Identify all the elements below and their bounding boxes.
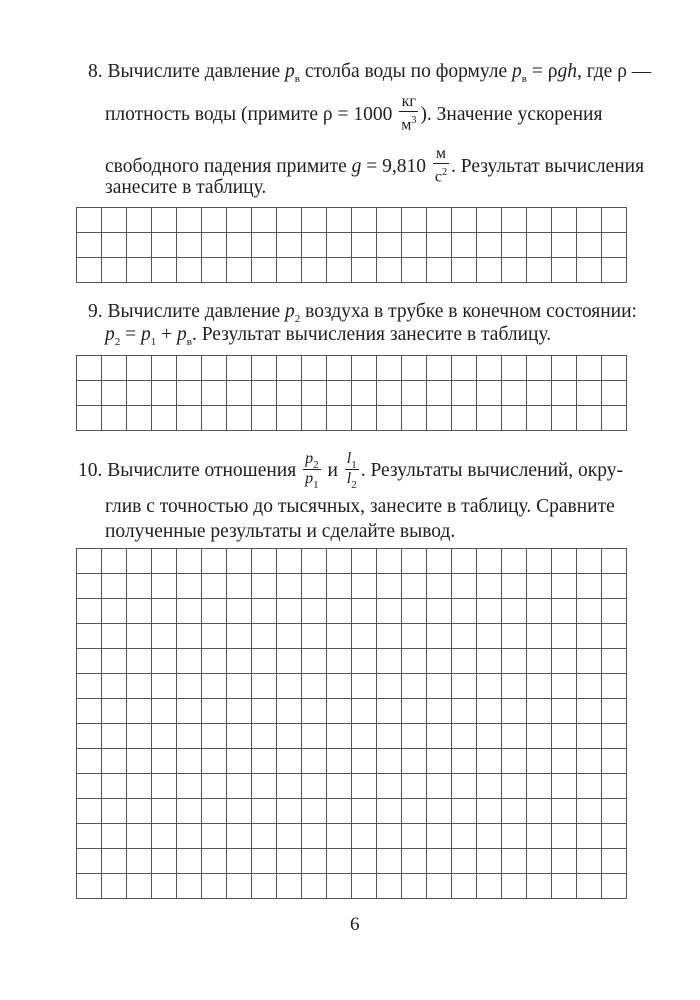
task8-line1: 8. Вычислите давление $p_в$ столба воды по формуле $p_в = \rho gh$, где ρ — [88, 61, 652, 85]
task10-line1: 10. Вычислите отношения $\frac{p_2}{p_1}$ и $\frac{l_1}{l_2}$ . Результаты вычислений, окру- [78, 450, 624, 491]
task9-answer-grid[interactable] [76, 355, 627, 431]
page-number: 6 [350, 914, 360, 935]
task9-line1: 9. Вычислите давление $p_2$ воздуха в трубке в конечном состоянии: [88, 301, 637, 325]
task9-line2: $p_2 = p_1 + p_в$. Результат вычисления занесите в таблицу. [105, 324, 552, 348]
task8-answer-grid[interactable] [76, 207, 627, 283]
task10-line2: глив с точностью до тысячных, занесите в таблицу. Сравните [105, 496, 615, 517]
task10-line3: полученные результаты и сделайте вывод. [105, 521, 456, 542]
pressure-ratio-fraction: $\frac{p_2}{p_1}$ [305, 450, 319, 491]
task8-line3: свободного падения примите g = 9,810 $\frac{м}{с^2}$ . Результат вычисления [105, 145, 645, 186]
acceleration-unit-fraction: $\frac{м}{с^2}$ [434, 145, 448, 186]
task8-line2: плотность воды (примите ρ = 1000 $\frac{кг}{м^3}$ ). Значение ускорения [105, 93, 603, 134]
task8-number: 8. [88, 61, 103, 82]
length-ratio-fraction: $\frac{l_1}{l_2}$ [346, 450, 357, 491]
task10-number: 10. [78, 459, 103, 481]
task10-answer-grid[interactable] [76, 548, 627, 899]
density-unit-fraction: $\frac{кг}{м^3}$ [401, 93, 417, 134]
task8-line4: занесите в таблицу. [105, 177, 267, 198]
task9-number: 9. [88, 301, 103, 322]
